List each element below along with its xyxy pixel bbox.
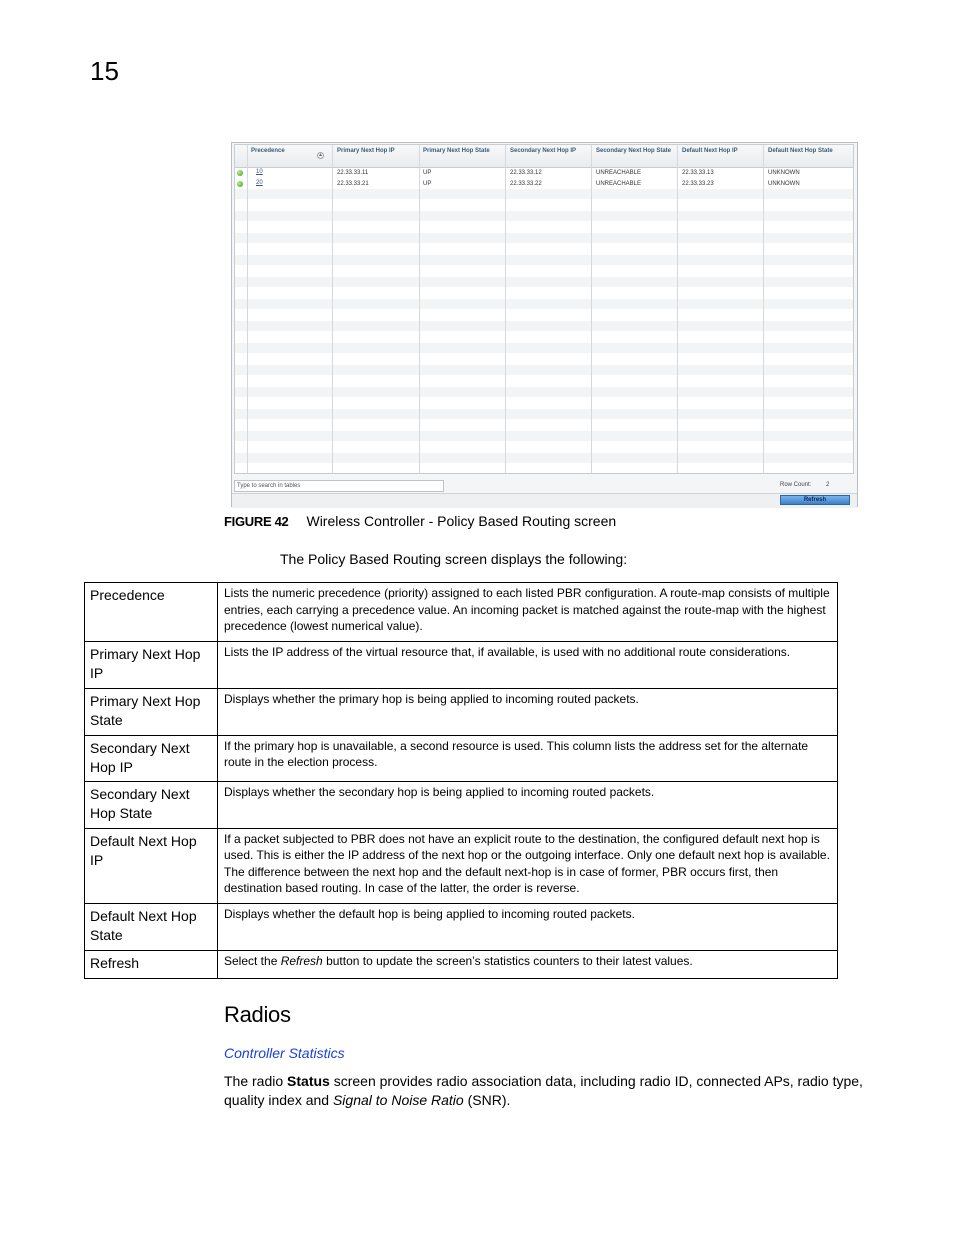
chapter-number: 15 [90, 56, 119, 86]
grid-row-band [235, 431, 853, 441]
table-cell: UNREACHABLE [596, 181, 642, 187]
grid-row-band [235, 255, 853, 265]
grid-row-band [235, 277, 853, 287]
term: Precedence [85, 583, 218, 642]
definition-emphasis: Refresh [280, 953, 323, 968]
grid-row-band [235, 343, 853, 353]
refresh-button[interactable]: Refresh [780, 495, 850, 505]
table-cell: 22.33.33.12 [510, 170, 542, 176]
term: Primary Next Hop IP [85, 641, 218, 688]
sort-icon[interactable]: ▲ [318, 152, 323, 158]
table-row [85, 641, 838, 688]
table-row [85, 688, 838, 735]
term: Secondary Next Hop State [85, 781, 218, 828]
table-cell: 22.33.33.21 [337, 181, 369, 187]
col-secondary-ip[interactable]: Secondary Next Hop IP [510, 148, 577, 154]
table-cell: UP [423, 181, 432, 187]
status-up-icon [237, 181, 243, 187]
grid-row-band [235, 365, 853, 375]
figure-caption [224, 513, 616, 529]
table-row [85, 903, 838, 950]
bottom-bar [232, 493, 857, 508]
grid-row-band [235, 321, 853, 331]
grid-row-band [235, 189, 853, 199]
table-row [85, 828, 838, 903]
row-count-value: 2 [826, 482, 830, 488]
grid-row-band [235, 453, 853, 463]
table-cell: 22.33.33.22 [510, 181, 542, 187]
definition: If the primary hop is unavailable, a second resource is used. This column lists the address set for the alternate route in the election process. [218, 735, 838, 781]
table-row [85, 781, 838, 828]
grid-row-band [235, 233, 853, 243]
col-primary-state[interactable]: Primary Next Hop State [423, 148, 490, 154]
figure-title: Wireless Controller - Policy Based Routing screen [306, 513, 617, 529]
pbr-table [234, 144, 854, 474]
definition: Displays whether the secondary hop is being applied to incoming routed packets. [218, 781, 838, 828]
row-count-label: Row Count: [780, 482, 812, 488]
table-cell: 22.33.33.13 [682, 170, 714, 176]
table-header [235, 145, 853, 168]
col-primary-ip[interactable]: Primary Next Hop IP [337, 148, 395, 154]
section-heading: Radios [224, 1002, 291, 1027]
table-cell: UP [423, 170, 432, 176]
precedence-link[interactable]: 20 [256, 180, 263, 186]
col-precedence[interactable]: Precedence [251, 148, 285, 154]
grid-row-band [235, 409, 853, 419]
definition: If a packet subjected to PBR does not have an explicit route to the destination, the configured default next hop is used. This is either the IP address of the next hop or the outgoing interface. Only one default next hop is available. The difference between the next hop and the default next-hop is in case of former, PBR occurs first, then destination based routing. In case of the latter, the order is reverse. [218, 828, 838, 903]
intro-prefix: The [280, 551, 309, 567]
term: Default Next Hop IP [85, 828, 218, 903]
policy-routing-screenshot [231, 142, 858, 507]
intro-screen-name: Policy Based Routing [308, 551, 442, 567]
definition: Displays whether the default hop is being applied to incoming routed packets. [218, 903, 838, 950]
intro-text [280, 551, 627, 567]
grid-row-band [235, 299, 853, 309]
table-cell: UNKNOWN [768, 181, 800, 187]
para-emphasis: Signal to Noise Ratio [332, 1092, 464, 1108]
col-default-state[interactable]: Default Next Hop State [768, 148, 833, 154]
term: Default Next Hop State [85, 903, 218, 950]
definitions-table [84, 582, 838, 979]
precedence-link[interactable]: 10 [256, 169, 263, 175]
table-cell: 22.33.33.23 [682, 181, 714, 187]
col-default-ip[interactable]: Default Next Hop IP [682, 148, 738, 154]
table-row [85, 950, 838, 978]
definition-part: button to update the screen’s statistics counters to their latest values. [322, 953, 693, 968]
table-search-input[interactable]: Type to search in tables [234, 480, 444, 492]
term: Refresh [85, 950, 218, 978]
definition: Displays whether the primary hop is being applied to incoming routed packets. [218, 688, 838, 735]
definition-part: Select the [224, 953, 281, 968]
grid-row-band [235, 387, 853, 397]
table-row [85, 583, 838, 642]
table-cell: 22.33.33.11 [337, 170, 369, 176]
status-up-icon [237, 170, 243, 176]
table-row [85, 735, 838, 781]
para-part: screen provides radio association data, including radio ID, connected APs, radio type, quality index and [224, 1073, 863, 1108]
table-cell: UNREACHABLE [596, 170, 642, 176]
term: Secondary Next Hop IP [85, 735, 218, 781]
figure-label: FIGURE 42 [224, 514, 289, 529]
definition [218, 950, 838, 978]
para-bold: Status [287, 1073, 330, 1089]
cross-reference-link[interactable]: Controller Statistics [224, 1045, 345, 1061]
intro-suffix: screen displays the following: [441, 551, 628, 567]
grid-row-band [235, 211, 853, 221]
definition: Lists the numeric precedence (priority) assigned to each listed PBR configuration. A route-map consists of multiple entries, each carrying a precedence value. An incoming packet is matched against the route-map with the highest precedence (lowest numerical value). [218, 583, 838, 642]
body-paragraph [224, 1072, 864, 1110]
definition: Lists the IP address of the virtual resource that, if available, is used with no additional route considerations. [218, 641, 838, 688]
col-secondary-state[interactable]: Secondary Next Hop State [596, 148, 672, 154]
table-cell: UNKNOWN [768, 170, 800, 176]
para-part: (SNR). [463, 1092, 511, 1108]
para-part: The radio [224, 1073, 288, 1089]
term: Primary Next Hop State [85, 688, 218, 735]
